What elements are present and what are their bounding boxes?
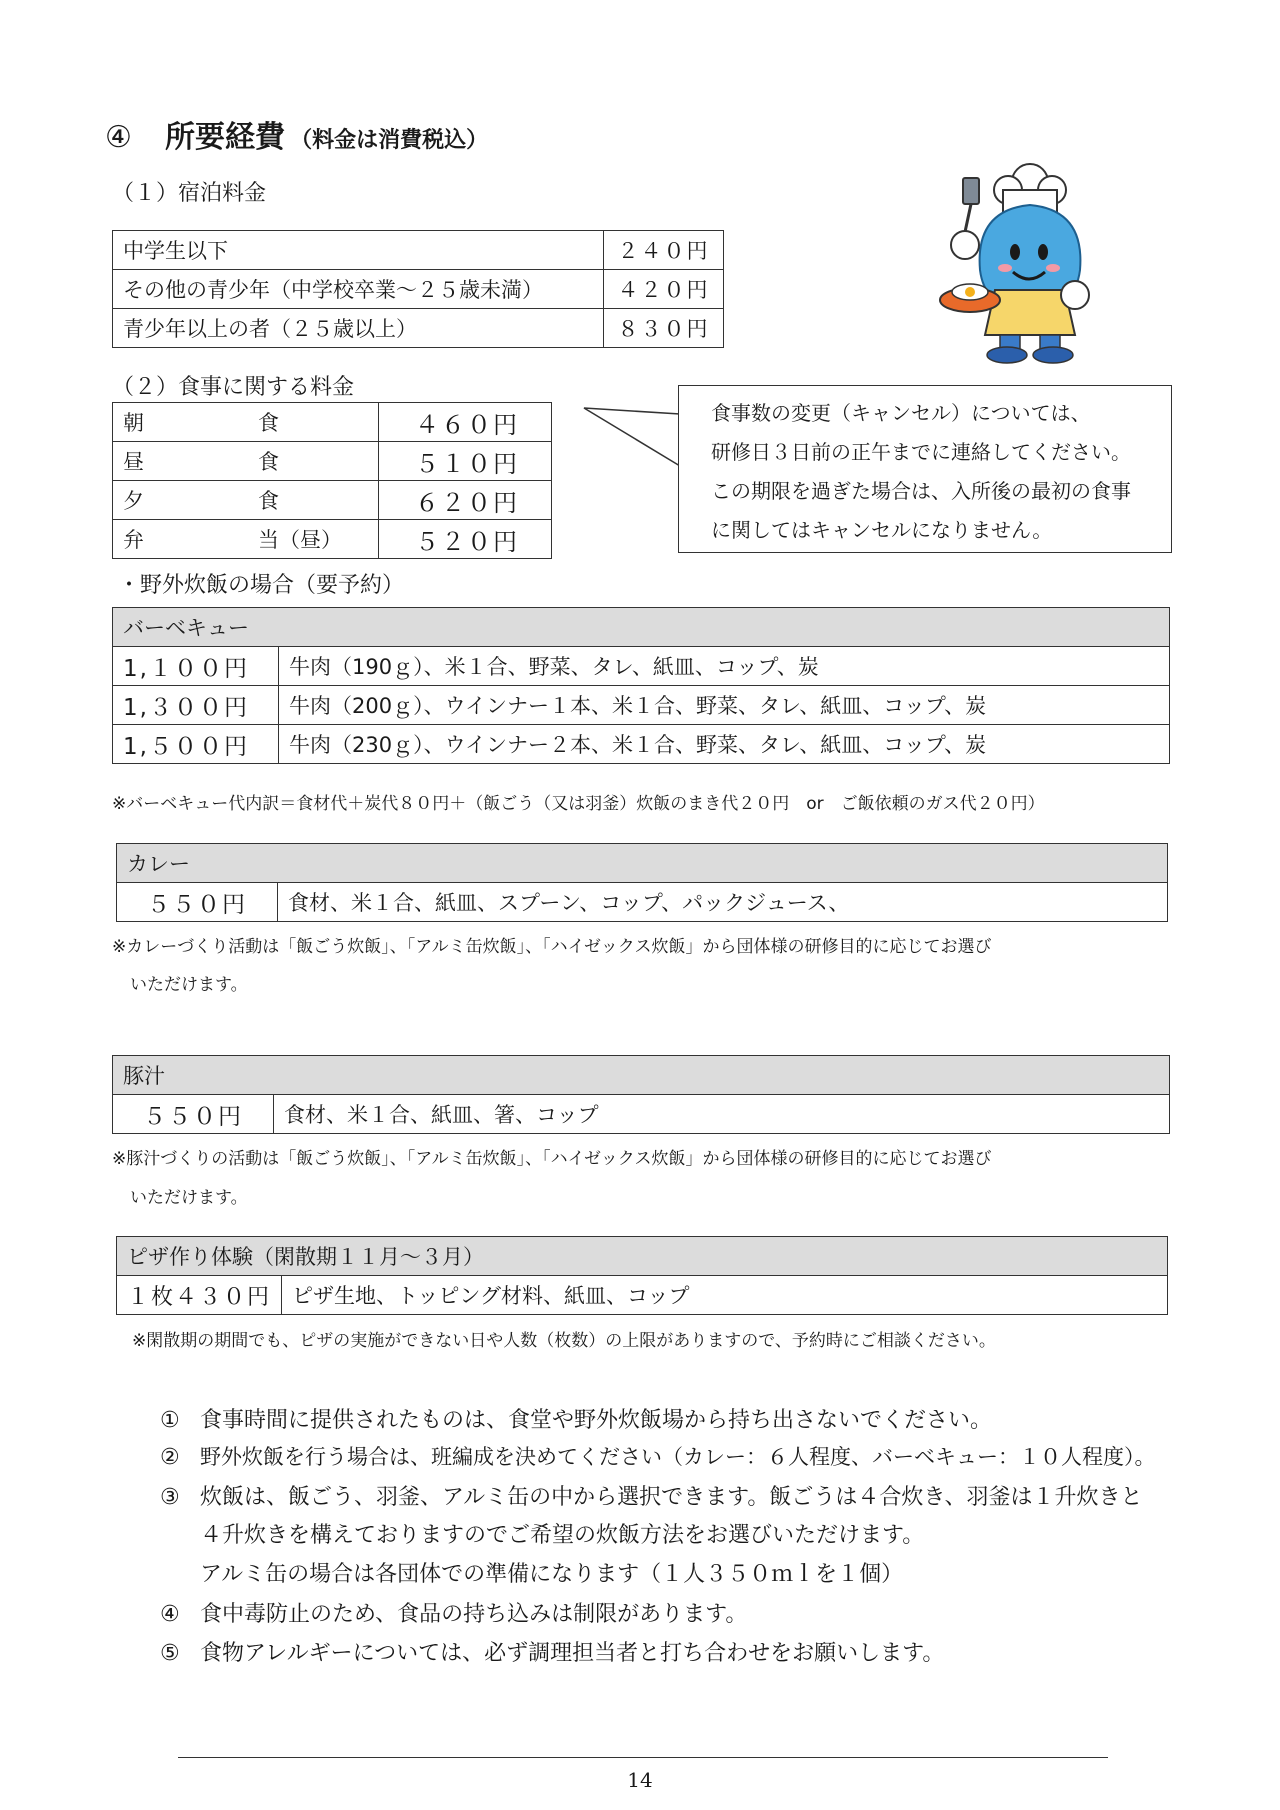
rule-text: 食中毒防止のため、食品の持ち込みは制限があります。 (200, 1602, 748, 1627)
table-row (113, 309, 724, 348)
lodging-heading: （１）宿泊料金 (112, 181, 267, 206)
tonjiru-note: ※豚汁づくりの活動は「飯ごう炊飯」、「アルミ缶炊飯」、「ハイゼックス炊飯」から団体様の研修目的に応じてお選び (112, 1149, 992, 1169)
list-item (160, 1597, 747, 1628)
table-row (113, 520, 552, 559)
bbq-note: ※バーベキュー代内訳＝食材代＋炭代８０円＋（飯ごう（又は羽釜）炊飯のまき代２０円 or ご飯依頼のガス代２０円） (112, 794, 1045, 814)
pizza-price: １枚４３０円 (117, 1276, 282, 1315)
table-row (113, 686, 1170, 725)
footer-divider (178, 1757, 1108, 1758)
outdoor-heading: ・野外炊飯の場合（要予約） (118, 573, 405, 598)
meal-name (113, 403, 379, 442)
table-row (117, 883, 1168, 922)
curry-price: ５５０円 (117, 883, 278, 922)
pizza-items: ピザ生地、トッピング材料、紙皿、コップ (282, 1276, 1168, 1315)
list-item (160, 1480, 1142, 1511)
section-title: 所要経費 (165, 120, 285, 155)
meals-table (112, 402, 552, 559)
table-row (117, 1276, 1168, 1315)
meal-name-a: 昼 (123, 450, 144, 474)
chef-mascot-illustration (935, 160, 1105, 365)
list-item (160, 1636, 944, 1667)
meal-name (113, 442, 379, 481)
curry-items: 食材、米１合、紙皿、スプーン、コップ、パックジュース、 (278, 883, 1168, 922)
meal-name-b: 食 (258, 450, 279, 474)
tonjiru-title: 豚汁 (113, 1056, 1170, 1095)
table-row (113, 1095, 1170, 1134)
meal-price: ５１０円 (379, 442, 552, 481)
bbq-items: 牛肉（190ｇ）、米１合、野菜、タレ、紙皿、コップ、炭 (279, 647, 1170, 686)
curry-note-cont: いただけます。 (130, 975, 248, 995)
list-item (160, 1557, 903, 1588)
meal-name-b: 当（昼） (258, 528, 342, 552)
meal-name-a: 朝 (123, 411, 144, 435)
callout-pointer (580, 400, 685, 480)
section-subtitle: （料金は消費税込） (290, 128, 489, 153)
curry-note: ※カレーづくり活動は「飯ごう炊飯」、「アルミ缶炊飯」、「ハイゼックス炊飯」から団体様の研修目的に応じてお選び (112, 937, 992, 957)
table-row (113, 442, 552, 481)
meal-name-b: 食 (258, 489, 279, 513)
tonjiru-price: ５５０円 (113, 1095, 274, 1134)
table-row (113, 270, 724, 309)
rule-marker: ⑤ (160, 1641, 180, 1666)
tonjiru-note-cont: いただけます。 (130, 1188, 248, 1208)
rule-marker: ③ (160, 1485, 180, 1510)
rule-marker: ④ (160, 1602, 180, 1627)
lodging-price: ４２０円 (604, 270, 724, 309)
bbq-items: 牛肉（230ｇ）、ウインナー２本、米１合、野菜、タレ、紙皿、コップ、炭 (279, 725, 1170, 764)
table-header-row (117, 844, 1168, 883)
pizza-note: ※閑散期の期間でも、ピザの実施ができない日や人数（枚数）の上限がありますので、予約時にご相談ください。 (132, 1331, 996, 1351)
lodging-table (112, 230, 724, 348)
callout-line: 食事数の変更（キャンセル）については、 (711, 401, 1091, 425)
lodging-label: 中学生以下 (113, 231, 604, 270)
rule-text: 食物アレルギーについては、必ず調理担当者と打ち合わせをお願いします。 (200, 1641, 945, 1666)
meal-name-a: 夕 (123, 489, 144, 513)
section-number: ④ (105, 120, 132, 155)
curry-table (116, 843, 1168, 922)
lodging-price: ２４０円 (604, 231, 724, 270)
table-row (113, 725, 1170, 764)
rule-marker: ① (160, 1408, 180, 1433)
tonjiru-table (112, 1055, 1170, 1134)
list-item (160, 1518, 924, 1549)
bbq-table (112, 607, 1170, 764)
table-row (113, 647, 1170, 686)
meal-name (113, 520, 379, 559)
rule-text: アルミ缶の場合は各団体での準備になります（１人３５０ｍｌを１個） (200, 1562, 904, 1587)
rule-text: 食事時間に提供されたものは、食堂や野外炊飯場から持ち出さないでください。 (200, 1408, 993, 1433)
table-row (113, 481, 552, 520)
tonjiru-items: 食材、米１合、紙皿、箸、コップ (274, 1095, 1170, 1134)
bbq-price: 1,１００円 (113, 647, 279, 686)
rule-text: 炊飯は、飯ごう、羽釜、アルミ缶の中から選択できます。飯ごうは４合炊き、羽釜は１升炊きと (200, 1485, 1143, 1510)
pizza-title: ピザ作り体験（閑散期１１月～３月） (117, 1237, 1168, 1276)
table-header-row (113, 1056, 1170, 1095)
meal-price: ５２０円 (379, 520, 552, 559)
table-header-row (113, 608, 1170, 647)
lodging-label: 青少年以上の者（２５歳以上） (113, 309, 604, 348)
lodging-label: その他の青少年（中学校卒業～２５歳未満） (113, 270, 604, 309)
callout-line: に関してはキャンセルになりません。 (711, 518, 1053, 542)
bbq-price: 1,３００円 (113, 686, 279, 725)
rule-marker: ② (160, 1445, 180, 1470)
table-header-row (117, 1237, 1168, 1276)
meals-heading: （２）食事に関する料金 (112, 375, 355, 400)
meal-price: ４６０円 (379, 403, 552, 442)
rule-text: 野外炊飯を行う場合は、班編成を決めてください（カレー：６人程度、バーベキュー：１０人程度）。 (200, 1445, 1156, 1469)
rule-text: ４升炊きを構えておりますのでご希望の炊飯方法をお選びいただけます。 (200, 1523, 925, 1548)
callout-line: この期限を過ぎた場合は、入所後の最初の食事 (711, 479, 1131, 503)
meal-price: ６２０円 (379, 481, 552, 520)
bbq-items: 牛肉（200ｇ）、ウインナー１本、米１合、野菜、タレ、紙皿、コップ、炭 (279, 686, 1170, 725)
meal-name-b: 食 (258, 411, 279, 435)
callout-line: 研修日３日前の正午までに連絡してください。 (711, 440, 1131, 464)
section-heading (105, 112, 488, 156)
cancellation-callout (678, 385, 1172, 553)
table-row (113, 403, 552, 442)
bbq-title: バーベキュー (113, 608, 1170, 647)
pizza-table (116, 1236, 1168, 1315)
page-number: 14 (627, 1768, 653, 1792)
table-row (113, 231, 724, 270)
curry-title: カレー (117, 844, 1168, 883)
meal-name-a: 弁 (123, 528, 144, 552)
list-item (160, 1441, 1156, 1471)
bbq-price: 1,５００円 (113, 725, 279, 764)
lodging-price: ８３０円 (604, 309, 724, 348)
meal-name (113, 481, 379, 520)
list-item (160, 1403, 992, 1434)
